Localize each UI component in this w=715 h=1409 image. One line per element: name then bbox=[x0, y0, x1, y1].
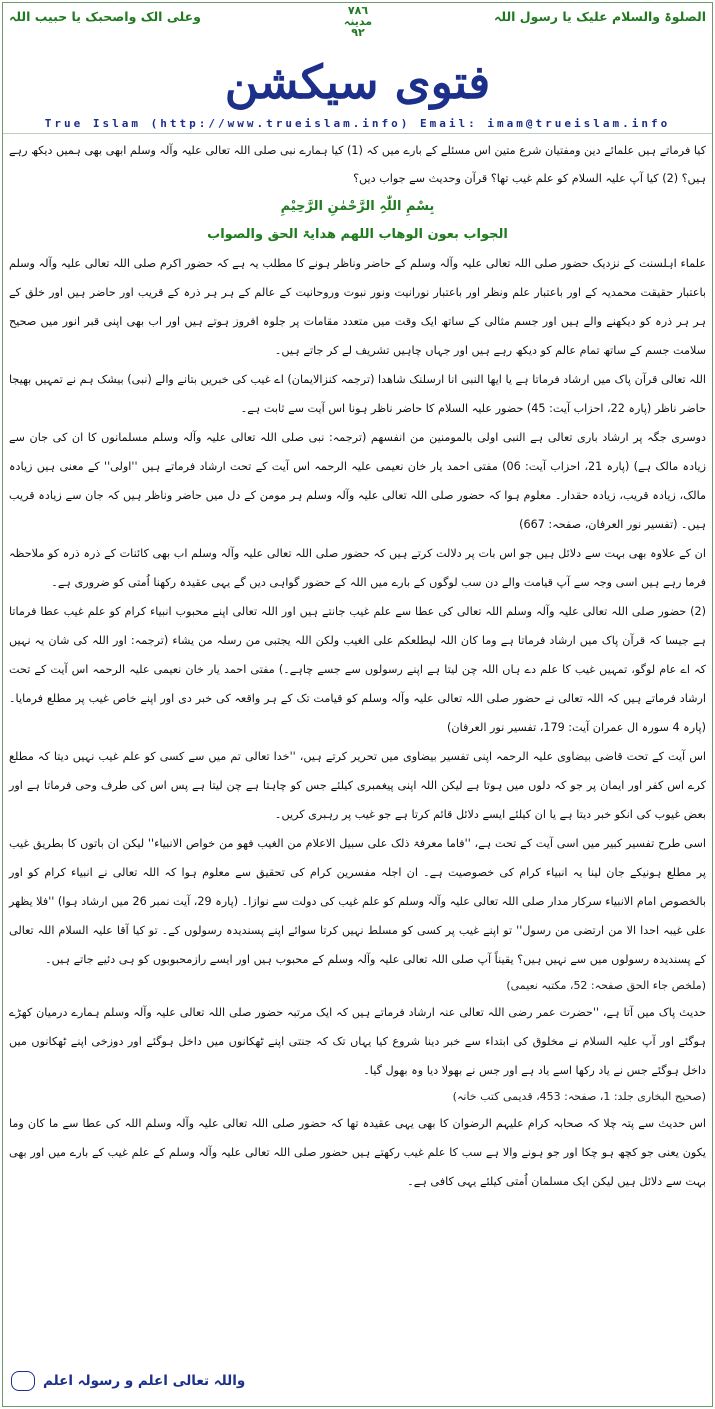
fatwa-page bbox=[2, 2, 713, 1407]
salutation-left: وعلی الک واصحبک یا حبیب اللہ bbox=[9, 9, 201, 24]
hadith-paragraph: حدیث پاک میں آتا ہے، ''حضرت عمر رضی اللہ تعالی عنہ ارشاد فرماتے ہیں کہ ایک مرتبہ حضور صلی اللہ تعالی علیہ وآلہ وسلم ہمارے درمیان کھڑے ہوگئے اور آپ علیہ السلام نے مخلوق کی ابتداء سے خبر دینا شروع کیا یہاں تک کہ جنتی اپنے ٹھکانوں میں داخل ہوگئے اور دوزخی اپنے ٹھکانوں میں داخل ہوگئے جس نے یاد رکھا اسے یاد ہے اور جس نے بھولا دیا وہ بھول گیا۔ bbox=[9, 1006, 706, 1077]
divider bbox=[3, 133, 712, 134]
fatwa-content bbox=[9, 137, 706, 1196]
page-title: فتوی سیکشن bbox=[224, 55, 491, 109]
conclusion-paragraph: اس حدیث سے پتہ چلا کہ صحابہ کرام علیہم الرضوان کا بھی یہی عقیدہ تھا کہ حضور صلی اللہ تعالی علیہ وآلہ وسلم اللہ کی عطا سے ما کان وما یکون یعنی جو کچھ ہو چکا اور جو ہونے والا ہے سب کا علم غیب رکھتے ہیں حضور صلی اللہ تعالی علیہ وآلہ وسلم کے علم غیب کے بارے میں اور بھی بہت سے دلائل ہیں لیکن ایک مسلمان اُمتی کیلئے یہی کافی ہے۔ bbox=[9, 1117, 706, 1188]
calligraphy-seal-icon bbox=[11, 1371, 35, 1391]
jawab-heading: الجواب بعون الوھاب اللھم ھدایۃ الحق والصواب bbox=[207, 227, 508, 242]
paragraph-2: اللہ تعالی قرآن پاک میں ارشاد فرماتا ہے یا ایھا النبی انا ارسلنک شاھدا (ترجمہ کنزالایمان) اے غیب کی خبریں بتانے والے (نبی) بیشک ہم نے تمہیں بھیجا حاضر ناظر (پارہ 22، احزاب آیت: 45) حضور علیہ السلام کا حاضر ناظر ہونا اس آیت سے ثابت ہے۔ bbox=[9, 373, 706, 415]
paragraph-6: اس آیت کے تحت قاضی بیضاوی علیہ الرحمہ اپنی تفسیر بیضاوی میں تحریر کرتے ہیں، ''خدا تعالی تم میں سے کسی کو علم غیب نہیں دیتا کہ مطلع کرے اس کفر اور ایمان پر جو کہ دلوں میں ہوتا ہے لیکن اللہ اپنی پیغمبری کیلئے جس کو چاہتا ہے چن لیتا ہے پس اس کی طرف وحی فرماتا ہے اور بعض غیوب کی انکو خبر دیتا ہے یا ان کیلئے ایسے دلائل قائم کرتا ہے جو غیب پر رہبری کریں۔ bbox=[9, 750, 706, 821]
paragraph-4: ان کے علاوہ بھی بہت سے دلائل ہیں جو اس بات پر دلالت کرتے ہیں کہ حضور صلی اللہ تعالی علیہ وآلہ وسلم اب بھی کائنات کے ذرہ ذرہ کو ملاحظہ فرما رہے ہیں اسی وجہ سے آپ قیامت والے دن سب لوگوں کے بارے میں اللہ کے حضور گواہی دیں گے یہی عقیدہ رکھنا اُمتی کو ضروری ہے۔ bbox=[9, 547, 706, 589]
closing-formula: واللہ تعالی اعلم و رسولہ اعلم bbox=[43, 1373, 246, 1389]
paragraph-7: اسی طرح تفسیر کبیر میں اسی آیت کے تحت ہے، ''فاما معرفۃ ذلک علی سبیل الاعلام من الغیب فھو من خواص الانبیاء'' لیکن ان باتوں کا بطریق غیب پر مطلع ہونیکے جان لینا یہ انبیاء کرام کی خصوصیت ہے۔ ان اجلہ مفسرین کرام کی تحقیق سے معلوم ہوا کہ اللہ تعالی نے انبیاء کرام کو اور بالخصوص امام الانبیاء سرکار مدار صلی اللہ تعالی علیہ وآلہ وسلم کو علم غیب کی دولت سے نوازا۔ (پارہ 29، آیت نمبر 26 میں ارشاد ہوا) ''فلا یظھر علی غیبہ احدا الا من ارتضی من رسول'' تو اپنے غیب پر کسی کو مسلط نہیں کرتا سوائے اپنے پسندیدہ رسولوں کے۔ تو کیا آقا علیہ السلام اللہ تعالی کے پسندیدہ رسولوں میں سے نہیں ہیں؟ یقیناً آپ صلی اللہ تعالی علیہ وآلہ وسلم کے محبوب ہیں اور ایسے رازمحبوبوں کو ہی دئیے جاتے ہیں۔ bbox=[9, 837, 706, 966]
paragraph-1: علماء اہلسنت کے نزدیک حضور صلی اللہ تعالی علیہ وآلہ وسلم کے حاضر وناظر ہونے کا مطلب یہ ہے کہ حضور اکرم صلی اللہ تعالی علیہ وآلہ وسلم باعتبار حقیقت محمدیہ کے اور باعتبار علم ونظر اور باعتبار نورانیت ونور نبوت وروحانیت کے عالم کے ہر ہر ذرہ کے قریب اور حاضر ہیں اور خلق کے ہر ہر ذرہ کو دیکھنے والے ہیں اور جسم مثالی کے ساتھ ایک وقت میں متعدد مقامات پر جلوہ افروز ہوتے ہیں اور اب بھی اپنی قبر انور میں صحیح سلامت جسم کے ساتھ تمام عالم کو دیکھ رہے ہیں اور جہاں چاہیں تشریف لے کر جاتے ہیں۔ bbox=[9, 257, 706, 357]
page-header bbox=[3, 3, 712, 61]
reference-1: (ملخص جاء الحق صفحہ: 52، مکتبہ نعیمی) bbox=[506, 979, 706, 992]
bismillah: بِسْمِ اللّٰہِ الرَّحْمٰنِ الرَّحِیْمِ bbox=[280, 199, 435, 214]
reference-2: (صحیح البخاری جلد: 1، صفحہ: 453، قدیمی کتب خانہ) bbox=[452, 1090, 706, 1103]
question-text: کیا فرماتے ہیں علمائے دین ومفتیان شرع متین اس مسئلے کے بارے میں کہ (1) کیا ہمارے نبی صلی اللہ تعالی علیہ وآلہ وسلم ابھی بھی ہمیں دیکھ رہے ہیں؟ (2) کیا آپ علیہ السلام کو علم غیب تھا؟ قرآن وحدیث سے جواب دیں؟ bbox=[9, 144, 707, 185]
salutation-right: الصلوۃ والسلام علیک یا رسول اللہ bbox=[494, 9, 706, 24]
header-code: ٧٨٦ مدینہ ٩٢ bbox=[343, 4, 373, 39]
website-line: True Islam (http://www.trueislam.info) Email: imam@trueislam.info bbox=[44, 117, 671, 130]
paragraph-5: (2) حضور صلی اللہ تعالی علیہ وآلہ وسلم اللہ تعالی کی عطا سے علم غیب جانتے ہیں اور اللہ تعالی اپنے محبوب انبیاء کرام کو علم غیب عطا فرماتا ہے جیسا کہ قرآن پاک میں ارشاد فرماتا ہے وما کان اللہ لیطلعکم علی الغیب ولکن اللہ یجتبی من رسلہ من یشاء (ترجمہ: اور اللہ کی شان یہ نہیں کہ اے عام لوگو، تمہیں غیب کا علم دے ہاں اللہ چن لیتا ہے اپنے رسولوں سے جسے چاہے۔) مفتی احمد یار خان نعیمی علیہ الرحمہ اس آیت کے تحت ارشاد فرماتے ہیں کہ اللہ تعالی نے حضور صلی اللہ تعالی علیہ وآلہ وسلم کو قیامت تک کے ہر واقعہ کی خبر دی اور اپنے خاص غیب پر مطلع فرمایا۔ (پارہ 4 سورہ ال عمران آیت: 179، تفسیر نور العرفان) bbox=[9, 605, 706, 734]
paragraph-3: دوسری جگہ پر ارشاد باری تعالی ہے النبی اولی بالمومنین من انفسھم (ترجمہ: نبی صلی اللہ تعالی علیہ وآلہ وسلم مسلمانوں کا ان کی جان سے زیادہ مالک ہے) (پارہ 21، احزاب آیت: 06) مفتی احمد یار خان نعیمی علیہ الرحمہ اس آیت کے تحت ارشاد فرماتے ہیں ''اولی'' کے معنی ہیں زیادہ مالک، زیادہ قریب، زیادہ حقدار۔ معلوم ہوا کہ حضور صلی اللہ تعالی علیہ وآلہ وسلم ہر مومن کے دل میں حاضر وناظر ہیں کہ جان سے زیادہ قریب ہیں۔ (تفسیر نور العرفان، صفحہ: 667) bbox=[9, 431, 706, 531]
